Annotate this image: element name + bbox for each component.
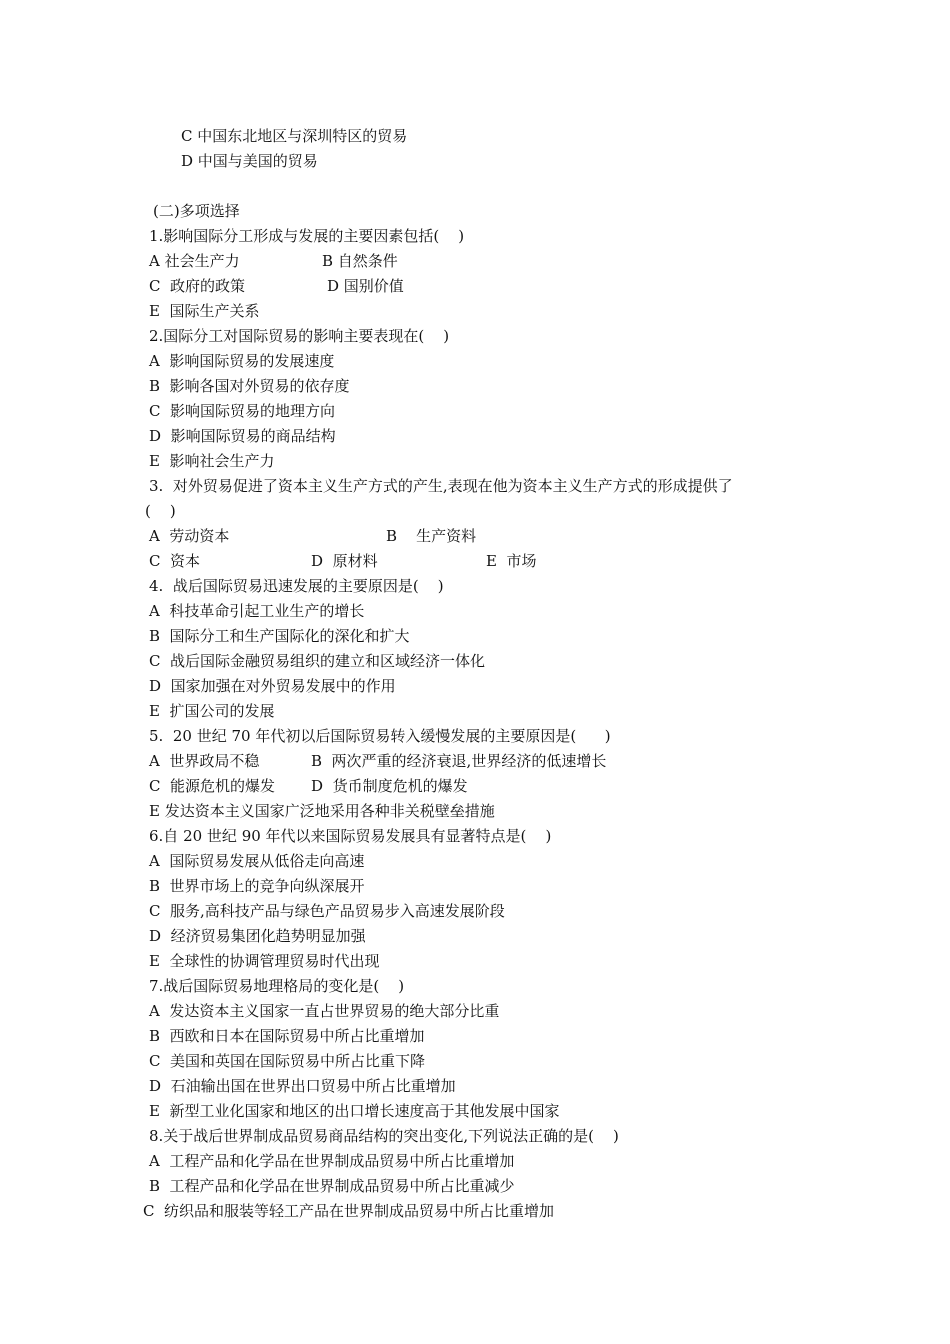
option-line: B 生产资料 bbox=[386, 527, 477, 545]
question-line: 3. 对外贸易促进了资本主义生产方式的产生,表现在他为资本主义生产方式的形成提供了 bbox=[149, 477, 733, 495]
option-line: A 国际贸易发展从低俗走向高速 bbox=[149, 852, 365, 870]
question-line: 2.国际分工对国际贸易的影响主要表现在( ) bbox=[149, 327, 450, 345]
question-line: 1.影响国际分工形成与发展的主要因素包括( ) bbox=[149, 227, 465, 245]
option-line: D 国家加强在对外贸易发展中的作用 bbox=[149, 677, 396, 695]
option-line: E 新型工业化国家和地区的出口增长速度高于其他发展中国家 bbox=[149, 1102, 560, 1120]
option-line: A 社会生产力 bbox=[149, 252, 240, 270]
option-line: C 资本 bbox=[149, 552, 201, 570]
option-line: C 能源危机的爆发 bbox=[149, 777, 276, 795]
option-line: E 国际生产关系 bbox=[149, 302, 260, 320]
question-line: ( ) bbox=[145, 502, 176, 520]
option-line: D 货币制度危机的爆发 bbox=[311, 777, 468, 795]
option-line: B 两次严重的经济衰退,世界经济的低速增长 bbox=[311, 752, 607, 770]
option-line: D 国别价值 bbox=[327, 277, 404, 295]
option-line: C 纺织品和服装等轻工产品在世界制成品贸易中所占比重增加 bbox=[143, 1202, 555, 1220]
option-line: C 政府的政策 bbox=[149, 277, 246, 295]
option-line: B 世界市场上的竞争向纵深展开 bbox=[149, 877, 365, 895]
question-line: 4. 战后国际贸易迅速发展的主要原因是( ) bbox=[149, 577, 444, 595]
option-line: A 工程产品和化学品在世界制成品贸易中所占比重增加 bbox=[149, 1152, 515, 1170]
option-line: D 影响国际贸易的商品结构 bbox=[149, 427, 336, 445]
option-line: B 工程产品和化学品在世界制成品贸易中所占比重减少 bbox=[149, 1177, 515, 1195]
option-line: A 世界政局不稳 bbox=[149, 752, 260, 770]
option-line: A 劳动资本 bbox=[149, 527, 230, 545]
option-line: B 国际分工和生产国际化的深化和扩大 bbox=[149, 627, 410, 645]
option-line: A 影响国际贸易的发展速度 bbox=[149, 352, 335, 370]
section-heading: (二)多项选择 bbox=[153, 202, 240, 220]
option-line: C 中国东北地区与深圳特区的贸易 bbox=[181, 127, 408, 145]
question-line: 6.自 20 世纪 90 年代以来国际贸易发展具有显著特点是( ) bbox=[149, 827, 552, 845]
option-line: C 服务,高科技产品与绿色产品贸易步入高速发展阶段 bbox=[149, 902, 505, 920]
option-line: C 战后国际金融贸易组织的建立和区域经济一体化 bbox=[149, 652, 486, 670]
option-line: E 市场 bbox=[486, 552, 537, 570]
option-line: E 全球性的协调管理贸易时代出现 bbox=[149, 952, 380, 970]
option-line: B 自然条件 bbox=[322, 252, 398, 270]
option-line: D 经济贸易集团化趋势明显加强 bbox=[149, 927, 366, 945]
question-line: 7.战后国际贸易地理格局的变化是( ) bbox=[149, 977, 405, 995]
option-line: A 发达资本主义国家一直占世界贸易的绝大部分比重 bbox=[149, 1002, 500, 1020]
option-line: B 西欧和日本在国际贸易中所占比重增加 bbox=[149, 1027, 425, 1045]
option-line: D 原材料 bbox=[311, 552, 378, 570]
option-line: C 影响国际贸易的地理方向 bbox=[149, 402, 336, 420]
option-line: D 中国与美国的贸易 bbox=[181, 152, 318, 170]
question-line: 8.关于战后世界制成品贸易商品结构的突出变化,下列说法正确的是( ) bbox=[149, 1127, 619, 1145]
option-line: A 科技革命引起工业生产的增长 bbox=[149, 602, 365, 620]
option-line: E 扩国公司的发展 bbox=[149, 702, 275, 720]
option-line: C 美国和英国在国际贸易中所占比重下降 bbox=[149, 1052, 426, 1070]
option-line: E 影响社会生产力 bbox=[149, 452, 275, 470]
option-line: E 发达资本主义国家广泛地采用各种非关税壁垒措施 bbox=[149, 802, 495, 820]
option-line: D 石油输出国在世界出口贸易中所占比重增加 bbox=[149, 1077, 456, 1095]
option-line: B 影响各国对外贸易的依存度 bbox=[149, 377, 350, 395]
question-line: 5. 20 世纪 70 年代初以后国际贸易转入缓慢发展的主要原因是( ) bbox=[149, 727, 611, 745]
